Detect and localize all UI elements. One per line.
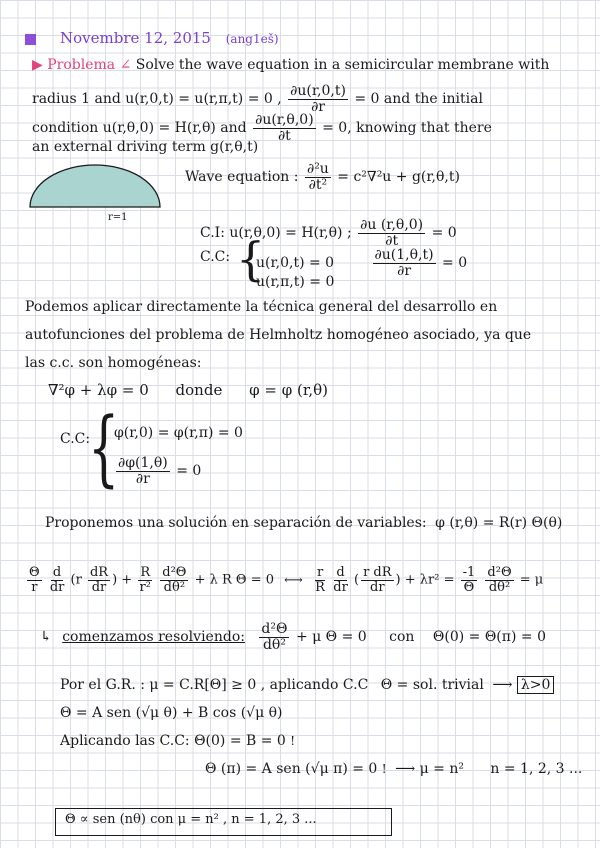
- result-text: Θ ∝ sen (nθ) con μ = n² , n = 1, 2, 3 ...: [65, 812, 317, 827]
- gr-line-2: Θ = A sen (√μ θ) + B cos (√μ θ): [60, 705, 283, 721]
- ci-frac: $\frac{\partial u (r,\theta,0)}{\partial t}$: [360, 217, 424, 249]
- separated-equation: $\frac{\Theta}{r}$ $\frac{d}{dr}$ (r $\frac{dR}{dr}$ ) + $\frac{R}{\text{r²}}$ $\frac{\text{d²Θ}}{\text{dθ²}}$ + λ R Θ = 0 ⟷ $\frac{r}{R}$ $\frac{d}{dr}$ ( $\frac{\text{r dR}}{dr}$ ) + λr² = $\frac{-1}{\Theta}$ $\frac{\text{d²Θ}}{\text{dθ²}}$ = μ: [29, 565, 544, 595]
- separation-line: Proponemos una solución en separación de variables: φ (r,θ) = R(r) Θ(θ): [45, 515, 563, 531]
- cc2-line-1: φ(r,0) = φ(r,π) = 0: [114, 425, 243, 441]
- ci-label: C.I:: [200, 225, 225, 242]
- cc2-brace-icon: {: [88, 401, 120, 496]
- wave-equation: [185, 162, 460, 192]
- bullet-square-icon: [25, 34, 36, 45]
- equivalence-arrow-icon: ⟷: [284, 572, 303, 588]
- gr-line-4: Θ (π) = A sen (√μ π) = 0 ! ⟶ μ = n² n = 1, 2, 3 ...: [205, 761, 583, 777]
- gr-line-3: Aplicando las C.C: Θ(0) = B = 0 !: [60, 733, 296, 749]
- problem-line-2: [32, 84, 483, 114]
- cc-brace-icon: {: [236, 232, 266, 286]
- problem-text-2c: = 0 and the initial: [354, 91, 483, 108]
- problem-frac-1: $\frac{\partial u(r,0,t)}{\partial r}$: [290, 83, 346, 115]
- triangle-bullet-icon: ▶: [32, 57, 43, 73]
- problem-line-4: [32, 140, 258, 155]
- paragraph-line-3: las c.c. son homogéneas:: [25, 355, 202, 371]
- right-arrow-icon: ⟶: [492, 677, 513, 693]
- donde-word: donde: [175, 381, 223, 399]
- cc-line-1: u(r,0,t) = 0 $\frac{\partial u(1,\theta,t)}{\partial r}$ = 0: [256, 247, 468, 279]
- problem-text-3c: = 0, knowing that there: [322, 120, 492, 137]
- semicircle-figure: [25, 160, 165, 240]
- cc2-label: C.C:: [60, 431, 91, 447]
- problem-frac-2: $\frac{\partial u(r,\theta,0)}{\partial t}$: [255, 112, 314, 144]
- problem-text-4: an external driving term g(r,θ,t): [32, 139, 259, 155]
- problem-text-1: Solve the wave equation in a semicircular membrane with: [135, 57, 550, 73]
- cc-label: C.C:: [200, 249, 231, 265]
- return-arrow-icon: ↳: [40, 629, 52, 646]
- wave-eq-label: Wave equation :: [185, 169, 299, 186]
- semicircle-shape: [30, 165, 160, 207]
- helmholtz-equation: ∇²φ + λφ = 0 donde φ = φ (r,θ): [48, 381, 329, 399]
- lambda-positive-box: λ>0: [517, 676, 555, 694]
- problem-line-1: [32, 58, 549, 73]
- cc-frac: $\frac{\partial u(1,\theta,t)}{\partial r}$: [374, 247, 434, 279]
- date-text: Novembre 12, 2015: [60, 29, 211, 47]
- wave-eq-rhs: = c²∇²u + g(r,θ,t): [337, 169, 460, 186]
- implies-arrow-icon: ⟶: [395, 761, 416, 777]
- ci-text-2: = 0: [431, 225, 457, 242]
- date-tag: (ang1eš): [225, 32, 279, 46]
- ci-text-1: u(r,θ,0) = H(r,θ) ;: [229, 225, 352, 242]
- radius-label: r=1: [108, 212, 128, 223]
- problem-label: Problema ∠: [47, 57, 132, 73]
- gr-line-1: Por el G.R. : μ = C.R[Θ] ≥ 0 , aplicando C.C Θ = sol. trivial ⟶ λ>0: [60, 678, 554, 693]
- start-line: ↳ comenzamos resolviendo: $\frac{\text{d²Θ}}{\text{dθ²}}$ + μ Θ = 0 con Θ(0) = Θ(π) = 0: [40, 621, 546, 653]
- paragraph-line-1: Podemos aplicar directamente la técnica general del desarrollo en: [25, 299, 498, 315]
- cc-line-2: u(r,π,t) = 0: [256, 274, 335, 290]
- problem-text-3a: condition u(r,θ,0) = H(r,θ) and: [32, 120, 247, 137]
- date-heading: [60, 30, 279, 47]
- wave-eq-frac: $\frac{\text{∂²u}}{\text{∂t²}}$: [306, 161, 329, 193]
- paragraph-line-2: autofunciones del problema de Helmholtz homogéneo asociado, ya que: [25, 327, 532, 343]
- problem-text-2a: radius 1 and u(r,0,t) = u(r,π,t) = 0 ,: [32, 91, 282, 108]
- cc2-line-2: $\frac{\partial\varphi(1,\theta)}{\partial r}$ = 0: [118, 455, 202, 487]
